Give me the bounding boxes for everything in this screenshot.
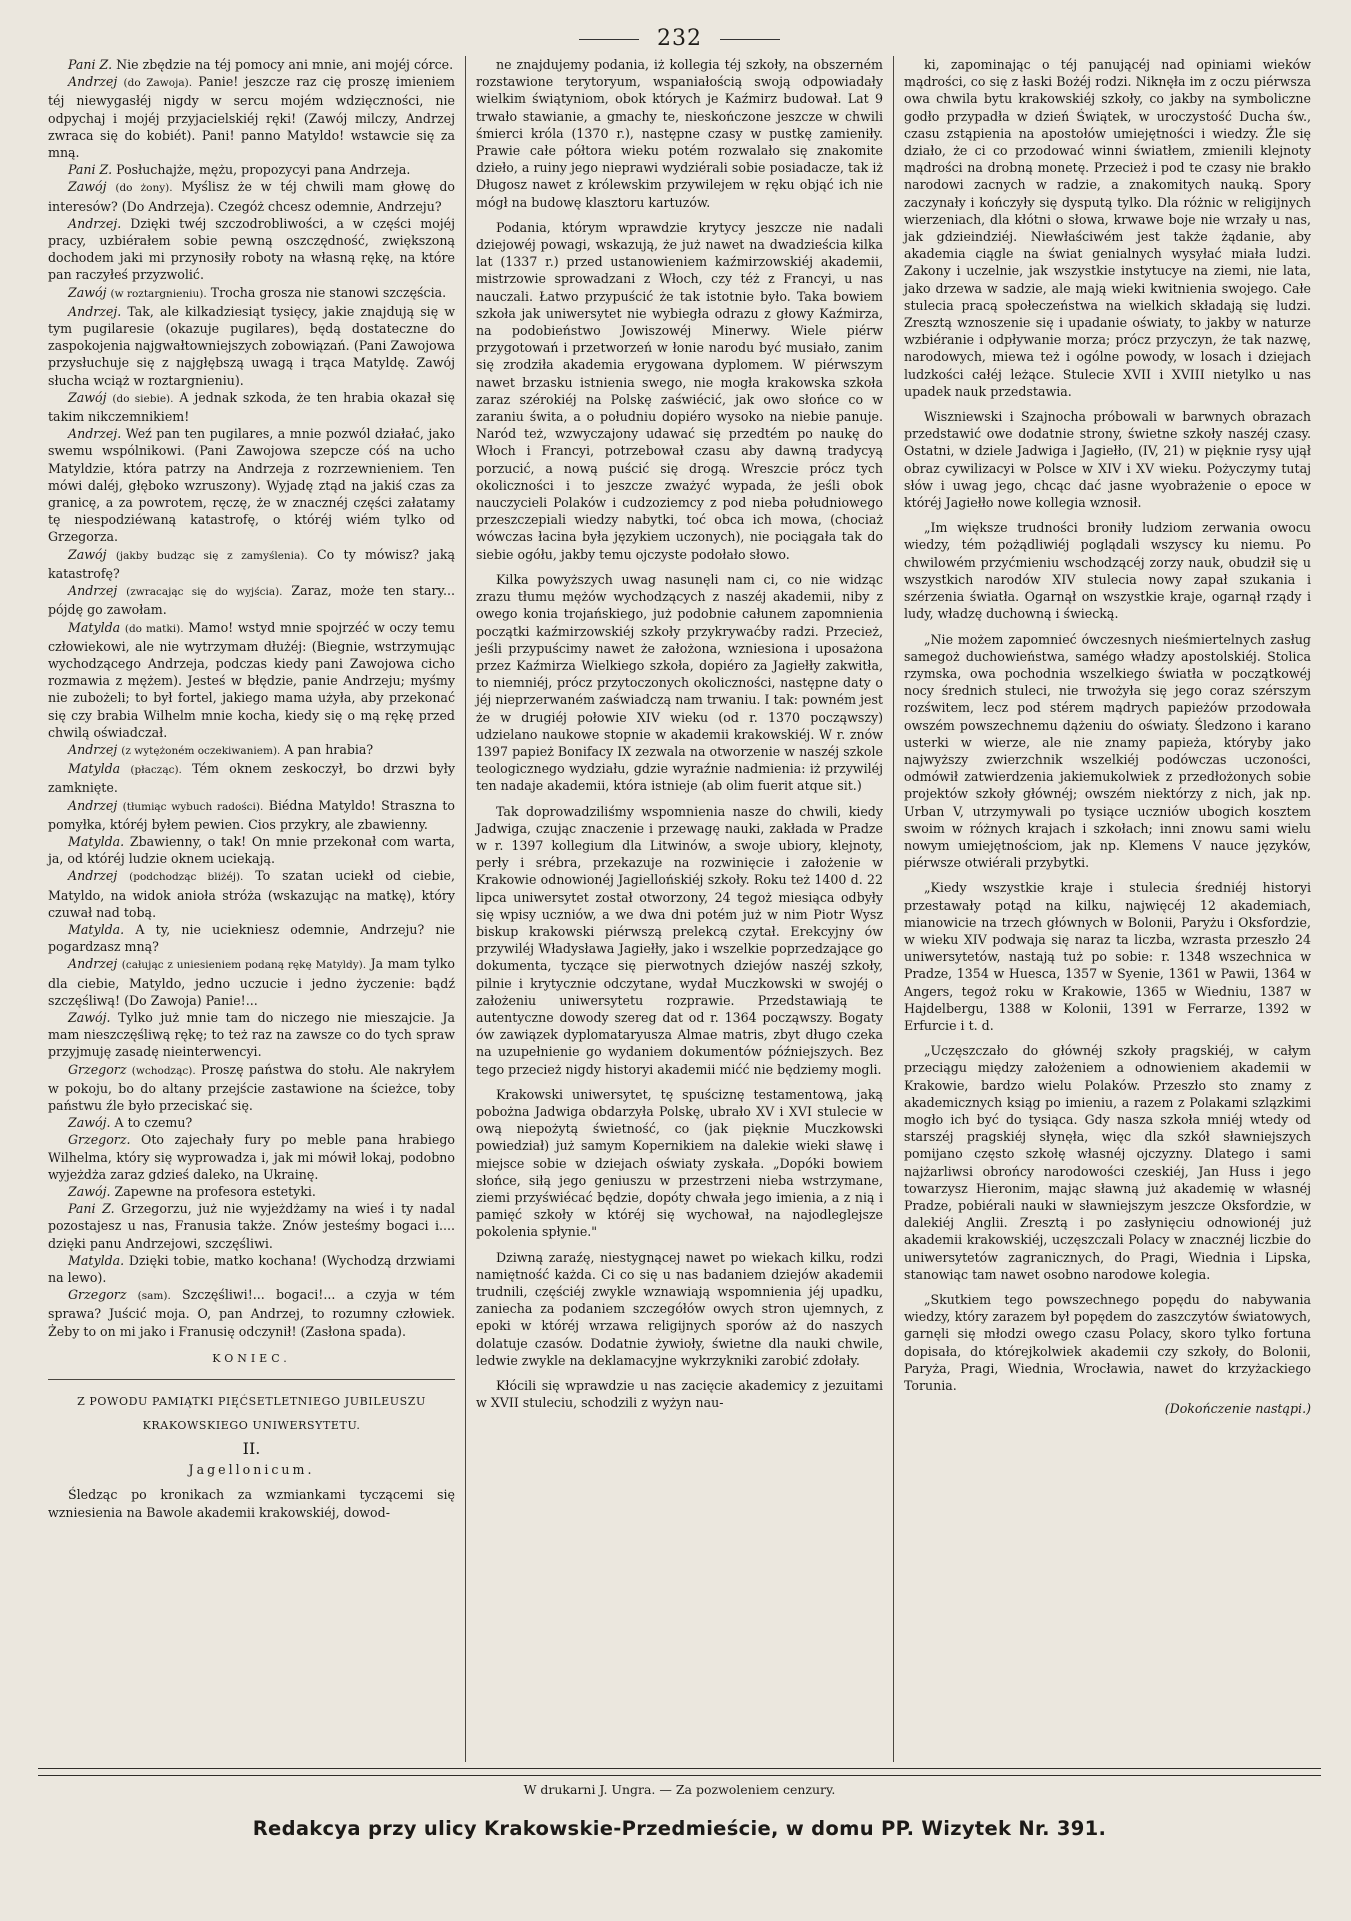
dialogue-line bbox=[48, 303, 455, 389]
article-paragraph: Podania, którym wprawdzie krytycy jeszcze nie nadali dziejowéj powagi, wskazują, że już nawet na dwadzieścia kilka lat (1337 r.) przed ustanowieniem kaźmirzowskiéj akademii, mistrzowie sprowadzani z Włoch, czy téż z Francyi, u nas nauczali. Łatwo przypuścić że tak istotnie było. Taka bowiem szkoła jak uniwersytet nie wybiegła odrazu z głowy Kaźmirza, na podobieństwo Jowiszowéj Minerwy. Wiele piérw przygotowań i przetworzeń w łonie narodu być musiało, zanim się zrodziła akademia erygowana dyplomem. W piérwszym nawet brzasku istnienia swego, nie mogła krakowska szkoła zaraz szérokiéj na Polskę zaświécić, jak owo słońce co w zaraniu świta, a o południu dopiéro wysoko na niebie panuje. Naród też, wzwyczajony udawać się przedtém po naukę do Włoch i Francyi, potrzebował czasu aby dawną tradycyą porzucić, a nową puścić się drogą. Wreszcie prócz tych okoliczności i to jeszcze zważyć wypada, że jeśli obok nauczycieli Polaków i cudzoziemcy z pod nieba południowego przeszczepiali wiedzy nabytki, toć obca ich mowa, (chociaż wówczas łacina była językiem uczonych), nie pociągała tak do siebie ogółu, jakby temu ojczyste podołało słowo. bbox=[476, 219, 883, 562]
article-paragraph: Wiszniewski i Szajnocha próbowali w barwnych obrazach przedstawić owe dodatnie strony, świetne szkoły naszéj czasy. Ostatni, w dziele Jadwiga i Jagiełło, (IV, 21) w pięknie rysy ujął obraz cywilizacyi w Polsce w XIV i XV wieku. Pożyczymy tutaj słów i uwag jego, chcąc dać jasne wyobrażenie o epoce w któréj Jagiełło nowe kollegia wznosił. bbox=[904, 409, 1311, 511]
imprint-divider bbox=[38, 1768, 1321, 1769]
article-paragraph: Krakowski uniwersytet, tę spuściznę testamentową, jaką pobożna Jadwiga obdarzyła Polskę, ubrało XV i XVI stulecie w ową niepożytą świetność, co (jak pięknie Muczkowski powiedział) już samym Kopernikiem na dalekie wieki sławę i miejsce sobie w dziejach oświaty zyskała. „Dopóki bowiem słońce, siłą jego geniuszu w przestrzeni nieba wstrzymane, ziemi przyświécać będzie, dopóty chwała jego imienia, a z nią i pamięć szkoły w któréj się wychował, na najodleglejsze pokolenia spłynie." bbox=[476, 1086, 883, 1240]
dialogue-text: Grzegorzu, już nie wyjeżdżamy na wieś i ty nadal pozostajesz u nas, Franusia także. Znów jesteśmy bogaci i.... dzięki panu Andrzejowi, szczęśliwi. bbox=[48, 1201, 456, 1251]
dialogue-text: A jednak szkoda, że ten hrabia okazał się takim nikczemnikiem! bbox=[48, 389, 455, 425]
dialogue-text: Ja mam tylko dla ciebie, Matyldo, jedno uczucie i jedno życzenie: bądź szczęśliwą! (Do Zawoja) Panie!... bbox=[48, 956, 455, 1008]
dialogue-text: Nie zbędzie na téj pomocy ani mnie, ani mojéj córce. bbox=[116, 57, 454, 72]
speaker-name: Matylda bbox=[68, 619, 121, 635]
speaker-name: Matylda. bbox=[68, 1252, 125, 1268]
speaker-name: Zawój. bbox=[68, 1115, 111, 1131]
article-paragraph: Kilka powyższych uwag nasunęli nam ci, co nie widząc zrazu tłumu mężów wychodzących z naszéj akademii, niby z owego konia trojańskiego, już podobnie całunem zapomnienia początki kaźmirzowskiéj szkoły przykrywaćby radzi. Przecież, jeśli przypuścimy nawet że założona, wzniesiona i uposażona przez Kaźmirza Wielkiego szkoła, dopiéro za Jagiełły zakwitła, to niemniéj, prócz przytoczonych okoliczności, następne daty o jéj nieprzerwaném zaświadczą nam trwaniu. I tak: powném jest że w drugiéj połowie XIV wieku (od r. 1370 począwszy) udzielano naukowe stopnie w akademii krakowskiéj. W r. znów 1397 papież Bonifacy IX zezwala na otworzenie w naszéj szkole teologicznego wydziału, gdzie wyraźnie nadmienia: iż przywiléj ten nadaje akademii, która istnieje (ab olim fuerit atque sit.) bbox=[476, 571, 883, 794]
dialogue-line bbox=[48, 546, 455, 582]
dialogue-line bbox=[48, 73, 455, 161]
speaker-name: Andrzej bbox=[68, 868, 118, 884]
dialogue-line bbox=[48, 161, 455, 178]
dialogue-line bbox=[48, 425, 455, 545]
dialogue-line bbox=[48, 1061, 455, 1115]
dialogue-text: Panie! jeszcze raz cię proszę imieniem téj niewygasłéj nigdy w sercu mojém wdzięczności, nie odpychaj i mojéj przyjacielskiéj ręki! (Zawój milczy, Andrzej zwraca się do kobiét). Pani! panno Matyldo! wstawcie się za mną. bbox=[48, 74, 455, 161]
dialogue-line bbox=[48, 797, 455, 833]
dialogue-text: A pan hrabia? bbox=[284, 741, 374, 757]
dialogue-line bbox=[48, 1114, 455, 1131]
dialogue-text: Weź pan ten pugilares, a mnie pozwól działać, jako swemu wspólnikowi. (Pani Zawojowa szepcze cóś na ucho Matyldzie, która patrzy na Andrzeja z rozrzewnieniem. Ten mówi daléj, głęboko wzruszony). Wyjadę ztąd na jakiś czas za granicę, a za powrotem, ręczę, że w znacznéj części załatamy tę niespodziéwaną katastrofę, o któréj wiém tylko od Grzegorza. bbox=[48, 426, 455, 545]
dialogue-text: Mamo! wstyd mnie spojrzéć w oczy temu człowiekowi, ale nie wytrzymam dłużéj: (Biegnie, wstrzymując wychodzącego Andrzeja, podczas kiedy pani Zawojowa cicho rozmawia z mężem). Jesteś w błędzie, panie Andrzeju; myśmy nie zubożeli; to był fortel, jakiego mama użyła, aby przekonać się czy brabia Wilhelm mnie kocha, kiedy się o mą rękę przed chwilą oświadczał. bbox=[48, 619, 455, 740]
dialogue-text: Tylko już mnie tam do niczego nie mieszajcie. Ja mam nieszczęśliwą rękę; to też raz na zawsze co do tych spraw przyjmuję zasadę nieinterwencyi. bbox=[48, 1009, 455, 1060]
article-paragraph: Śledząc po kronikach za wzmiankami tyczącemi się wzniesienia na Bawole akademii krakowskiéj, dowod- bbox=[48, 1487, 455, 1520]
dialogue-line bbox=[48, 1009, 455, 1061]
column-2 bbox=[465, 56, 893, 1762]
dialogue-text: Co ty mówisz? jaką katastrofę? bbox=[48, 546, 455, 581]
dialogue-line bbox=[48, 833, 455, 867]
speaker-name: Andrzej bbox=[68, 956, 118, 972]
dialogue-text: Tak, ale kilkadziesiąt tysięcy, jakie znajdują się w tym pugilaresie (okazuje pugilares), będą dostateczne do zaspokojenia najgwałtowniejszych zobowiązań. (Pani Zawojowa przysłuchuje się z najgłębszą uwagą i trąca Matyldę. Zawój słucha wciąż w roztargnieniu). bbox=[48, 303, 455, 388]
dialogue-line bbox=[48, 1200, 455, 1252]
speaker-name: Matylda. bbox=[68, 921, 125, 937]
dialogue-text: Dzięki tobie, matko kochana! (Wychodzą drzwiami na lewo). bbox=[48, 1252, 455, 1286]
section-title-line-1: Z POWODU PAMIĄTKI PIĘĆSETLETNIEGO JUBILEUSZU bbox=[77, 1395, 426, 1409]
article-paragraph: Kłócili się wprawdzie u nas zacięcie akademicy z jezuitami w XVII stuleciu, schodzili z wyżyn nau- bbox=[476, 1378, 883, 1411]
article-paragraph: „Uczęszczało do głównéj szkoły pragskiéj, w całym przeciągu między założeniem a odnowieniem akademii w Krakowie, bardzo wielu Polaków. Przeszło sto znamy z akademicznych ksiąg po imieniu, a razem z Polakami szlązkimi mogło ich być do tysiąca. Gdy nasza szkoła mniéj wtedy od starszéj pragskiéj słynęła, więc dla szkół sławniejszych pomijano często szkołę własnéj ojczyzny. Dlatego i sami najżarliwsi obrońcy narodowości czeskiéj, Jan Huss i jego towarzysz Hieronim, mając sławną już akademię w własnéj Pradze, pobiérali nauki w sławniejszym jeszcze Oksfordzie, w dalekiéj Anglii. Zresztą i po zasłynięciu odnowionéj już akademii krakowskiéj, uczęszczali Polacy w znacznéj liczbie do uniwersytetów zagranicznych, do Pragi, Wiednia i Lipska, stanowiąc tam nawet osobno narodowe kolegia. bbox=[904, 1043, 1311, 1282]
dialogue-line bbox=[48, 284, 455, 303]
page-number bbox=[38, 22, 1321, 56]
speaker-name: Zawój. bbox=[68, 1184, 111, 1199]
dialogue-line bbox=[48, 1286, 455, 1340]
speaker-name: Pani Z. bbox=[68, 162, 113, 178]
dialogue-text: Tém oknem zeskoczył, bo drzwi były zamknięte. bbox=[48, 761, 455, 796]
article-paragraph: ne znajdujemy podania, iż kollegia téj szkoły, na obszerném rozstawione terytoryum, wspaniałością swoją odpowiadały wielkim świątyniom, obok których je Kaźmirz budował. Lat 9 trwało stawianie, a gmachy te, nieskończone jeszcze w chwili śmierci króla (1370 r.), następne czasy w pustkę zamieniły. Prawie całe półtora wieku potém rozwalało się znakomite dzieło, a ruiny jego nieprawi wydziérali sobie posiadacze, tak iż Długosz nawet z królewskim przywilejem w ręku objąć ich nie mógł na budowę klasztoru kartuzów. bbox=[476, 57, 883, 210]
stage-direction: (do siebie). bbox=[112, 392, 174, 405]
column-3 bbox=[893, 56, 1321, 1762]
stage-direction: (wchodząc). bbox=[131, 1064, 196, 1077]
speaker-name: Zawój bbox=[68, 389, 107, 405]
dialogue-line bbox=[48, 867, 455, 921]
dialogue-text: Szczęśliwi!... bogaci!... a czyja w tém sprawa? Juścić moja. O, pan Andrzej, to rozumny człowiek. Żeby to on mi jako i Franusię odczynił! (Zasłona spada). bbox=[48, 1287, 455, 1339]
continuation-note: (Dokończenie nastąpi.) bbox=[1164, 1401, 1311, 1417]
speaker-name: Andrzej. bbox=[68, 426, 122, 442]
dialogue-text: Zaraz, może ten stary... pójdę go zawołam. bbox=[48, 583, 455, 618]
column-1 bbox=[38, 56, 465, 1762]
article-paragraph: „Im większe trudności broniły ludziom zerwania owocu wiedzy, tém pożądliwiéj poglądali wszyscy ku niemu. Po chwilowém przyćmieniu wschodzącéj zorzy nauk, obudził się u wszystkich narodów XIV stulecia nowy zapał szukania i szérzenia światła. Ogarnął on wszystkie kraje, ogarnął rządy i ludy, władzę duchowną i świecką. bbox=[904, 520, 1311, 622]
section-divider bbox=[48, 1379, 455, 1380]
dialogue-line bbox=[48, 760, 455, 796]
speaker-name: Matylda. bbox=[68, 833, 125, 849]
dialogue-text: Biédna Matyldo! Straszna to pomyłka, któréj byłem pewien. Cios przykry, ale zbawienny. bbox=[48, 797, 455, 832]
stage-direction: (w roztargnieniu). bbox=[110, 287, 207, 300]
column-3-body bbox=[904, 56, 1311, 1394]
text-columns bbox=[38, 56, 1321, 1762]
page-number-dash-right bbox=[720, 39, 780, 40]
stage-direction: (do matki). bbox=[124, 622, 184, 635]
dialogue-line bbox=[48, 178, 455, 214]
speaker-name: Grzegorz bbox=[68, 1287, 127, 1303]
dialogue-text: Zapewne na profesora estetyki. bbox=[114, 1184, 316, 1199]
dialogue-line bbox=[48, 741, 455, 760]
dialogue-line bbox=[48, 955, 455, 1009]
stage-direction: (sam). bbox=[137, 1290, 171, 1303]
article-paragraph: „Nie możem zapomnieć ówczesnych nieśmiertelnych zasług samegoż duchowieństwa, samégo władzy apostolskiéj. Stolica rzymska, owa pochodnia wszelkiego światła w początkowéj nocy średnich stuleci, nie trwożyła się jego coraz szérszym rozświtem, lecz pod stérem mądrych papieżów przodowała owszém powszechnemu dążeniu do oświaty. Śledzono i karano usterki w wierze, ale nie znamy papieża, któryby jako najwyższy zwierzchnik wszelkiéj podówczas uczoności, odmówił zatwierdzenia jakiemukolwiek z przedłożonych sobie projektów szkoły głównéj; owszém niektórzy z nich, jak np. Urban V, utrzymywali po tysiące uczniów ubogich kosztem swoim w różnych krajach i szkołach; inni znowu sami wielu nowym umiejętnościom, jak np. Klemens V nauce języków, piérwsze otwiérali przybytki. bbox=[904, 631, 1311, 871]
article-paragraph: ki, zapominając o téj panującéj nad opiniami wieków mądrości, co się z łaski Bożéj rodzi. Niknęła im z oczu piérwsza owa chwila bytu krakowskiéj szkoły, co jakby na symboliczne godło przypadła w dzień Świątek, w uroczystość Ducha św., czasu zstąpienia na apostołów umiejętności i wiedzy. Źle się działo, że ci co przodować winni światłem, zmienili klejnoty mądrości na drobną monetę. Przecież i pod te czasy nie brakło narodowi zacnych w radzie, a znakomitych nauką. Spory zaczynały i kończyły się dysputą tylko. Dla różnic w religijnych wierzeniach, dla kłótni o słowa, krwawe boje nie wrzały u nas, jak gdzieindziéj. Niewłaściwém jest także żądanie, aby akademia ciągle na świat genialnych wysyłać miała ludzi. Zakony i uczelnie, jak wszystkie instytucye na ziemi, nie lata, jako drzewa w sadzie, ale mają wieki kwitnienia swojego. Całe stulecia pracą społeczeństwa na wielkich składają się ludzi. Zresztą wznoszenie się i upadanie oświaty, to jakby w naturze wzbiéranie i odpływanie morza; prócz przyczyn, że tak nazwę, narodowych, miewa też i ogólne powody, w losach i dziejach ludzkości całéj leżące. Stulecie XVII i XVIII nietylko u nas upadek nauk przedstawia. bbox=[904, 57, 1311, 399]
page-number-text: 232 bbox=[657, 26, 702, 51]
dialogue-text: A to czemu? bbox=[114, 1115, 193, 1131]
speaker-name: Grzegorz bbox=[68, 1061, 127, 1077]
stage-direction: (całując z uniesieniem podaną rękę Matyldy). bbox=[121, 959, 367, 972]
dialogue-text: To szatan uciekł od ciebie, Matyldo, na widok anioła stróża (wskazując na matkę), który czuwał nad tobą. bbox=[48, 868, 455, 920]
dialogue-line bbox=[48, 56, 455, 73]
dialogue-line bbox=[48, 389, 455, 425]
section-number: II. bbox=[242, 1439, 261, 1459]
dialogue-line bbox=[48, 921, 455, 955]
speaker-name: Andrzej bbox=[68, 583, 118, 599]
dialogue-line bbox=[48, 619, 455, 741]
dialogue-line bbox=[48, 582, 455, 618]
speaker-name: Zawój bbox=[68, 179, 107, 195]
article-paragraph: Tak doprowadziliśmy wspomnienia nasze do chwili, kiedy Jadwiga, czując znaczenie i przewagę nauki, zakłada w Pradze w r. 1397 kollegium dla Litwinów, a swoje ubiory, klejnoty, perły i srébra, przekazuje na rozwinięcie i założenie w Krakowie odnowionéj Jagiellońskiéj szkoły. Roku też 1400 d. 22 lipca uniwersytet został otworzony, 24 tegoż miesiąca odbyły się wpisy uczniów, a we dwa dni potém już w nim Piotr Wysz biskup krakowski piérwszą prelekcą czytał. Erekcyjny ów przywiléj Władysława Jagiełły, jako i wszelkie poprzedzające go dokumenta, tyczące się pierwotnych dziejów naszéj szkoły, pilnie i krytycznie odczytane, wydał Muczkowski w swojéj o założeniu uniwersytetu rozprawie. Przedstawiają te autentyczne dowody szereg dat od r. 1364 począwszy. Bogaty ów zawiązek dyplomataryusza Almae matris, zbyt długo czeka na uzupełnienie go wydaniem dokumentów późniejszych. Bez tego przecież nigdy historyi akademii mićć nie będziemy mogli. bbox=[476, 803, 883, 1077]
stage-direction: (do Zawoja). bbox=[123, 77, 193, 90]
dialogue-text: Proszę państwa do stołu. Ale nakryłem w pokoju, bo do altany przejście zastawione na ścieżce, toby państwu źle było przeciskać się. bbox=[48, 1061, 455, 1113]
speaker-name: Grzegorz. bbox=[68, 1132, 131, 1148]
stage-direction: (płacząc). bbox=[130, 764, 182, 777]
speaker-name: Zawój bbox=[68, 284, 107, 300]
dialogue-line bbox=[48, 1131, 455, 1183]
stage-direction: (zwracając się do wyjścia). bbox=[126, 586, 283, 599]
editorial-address: Redakcya przy ulicy Krakowskie-Przedmieście, w domu PP. Wizytek Nr. 391. bbox=[252, 1817, 1107, 1840]
stage-direction: (z wytężoném oczekiwaniem). bbox=[121, 744, 281, 757]
play-scene bbox=[48, 56, 455, 1340]
section-subtitle: Jagellonicum. bbox=[188, 1462, 315, 1478]
speaker-name: Zawój. bbox=[68, 1009, 111, 1025]
play-end-mark: KONIEC. bbox=[212, 1351, 291, 1365]
dialogue-text: Myślisz że w téj chwili mam głowę do interesów? (Do Andrzeja). Czegóż chcesz odemnie, Andrzeju? bbox=[48, 179, 455, 214]
article-paragraph: „Kiedy wszystkie kraje i stulecia średniéj historyi przestawały potąd na kilku, najwięcéj 12 akademiach, mianowicie na trzech głównych w Bolonii, Paryżu i Oksfordzie, w wieku XIV podwaja się naraz ta liczba, wzrasta przeszło 24 uniwersytetów, nastają tuż po sobie: r. 1348 wszechnica w Pradze, 1354 w Huesca, 1357 w Syenie, 1361 w Pawii, 1364 w Angers, tegoż roku w Krakowie, 1365 w Wiedniu, 1387 w Hajdelbergu, 1388 w Kolonii, 1391 w Ferrarze, 1392 w Erfurcie i t. d. bbox=[904, 880, 1311, 1033]
dialogue-text: Zbawienny, o tak! On mnie przekonał com warta, ja, od któréj ludzie oknem uciekają. bbox=[48, 833, 455, 867]
section-title-line-2: KRAKOWSKIEGO UNIWERSYTETU. bbox=[142, 1419, 361, 1433]
speaker-name: Andrzej. bbox=[68, 303, 122, 319]
dialogue-text: Trocha grosza nie stanowi szczęścia. bbox=[210, 284, 447, 300]
dialogue-text: A ty, nie uciekniesz odemnie, Andrzeju? nie pogardzasz mną? bbox=[48, 921, 455, 955]
dialogue-line bbox=[48, 1183, 455, 1200]
article-paragraph: „Skutkiem tego powszechnego popędu do nabywania wiedzy, który zarazem był popędem do zaszczytów światowych, garnęli się młodzi owego czasu Polacy, skoro tylko fortuna dopisała, do którejkolwiek akademii czy szkoły, do Bolonii, Paryża, Pragi, Wiednia, Wrocławia, nawet do krzyżackiego Torunia. bbox=[904, 1292, 1311, 1394]
page-number-dash-left bbox=[579, 39, 639, 40]
dialogue-text: Dzięki twéj szczodrobliwości, a w części mojéj pracy, uzbiérałem sobie pewną oszczędność, zwiększoną dochodem jaki mi przynosiły roboty na własną rękę, na które pan raczyłeś przyzwolić. bbox=[48, 215, 455, 283]
dialogue-line bbox=[48, 215, 455, 284]
dialogue-text: Posłuchajże, mężu, propozycyi pana Andrzeja. bbox=[116, 162, 411, 178]
dialogue-text: Oto zajechały fury po meble pana hrabiego Wilhelma, który się wyprowadza i, jak mi mówił lokaj, podobno wyjeżdża zaraz gdzieś daleko, na Ukrainę. bbox=[48, 1132, 455, 1182]
stage-direction: (podchodząc bliżéj). bbox=[129, 871, 244, 884]
speaker-name: Zawój bbox=[68, 546, 107, 562]
dialogue-line bbox=[48, 1252, 455, 1286]
stage-direction: (do żony). bbox=[115, 182, 173, 195]
stage-direction: (tłumiąc wybuch radości). bbox=[122, 800, 264, 813]
speaker-name: Pani Z. bbox=[68, 1201, 115, 1217]
speaker-name: Pani Z. bbox=[68, 57, 113, 72]
speaker-name: Andrzej bbox=[68, 741, 118, 757]
speaker-name: Andrzej bbox=[68, 797, 118, 813]
stage-direction: (jakby budząc się z zamyślenia). bbox=[115, 549, 308, 562]
speaker-name: Andrzej bbox=[68, 74, 118, 90]
printer-imprint: W drukarni J. Ungra. — Za pozwoleniem cenzury. bbox=[38, 1775, 1321, 1804]
article-paragraph: Dziwną zaraźę, niestygnącej nawet po wiekach kilku, rodzi namiętność każda. Ci co się u nas badaniem dziejów akademii trudnili, częściéj zwykle wznawiają wspomnienia jéj upadku, zaniecha za podaniem szczegółów owych stron ujemnych, z epoki w któréj wrzawa religijnych sporów aż do naszych dolatuje czasów. Dodatnie żywioły, świetne dla nauki chwile, ledwie zwykle na deklamacyjne wykrzykniki zarobić zdołały. bbox=[476, 1249, 883, 1368]
speaker-name: Matylda bbox=[68, 761, 121, 777]
speaker-name: Andrzej. bbox=[68, 215, 122, 231]
